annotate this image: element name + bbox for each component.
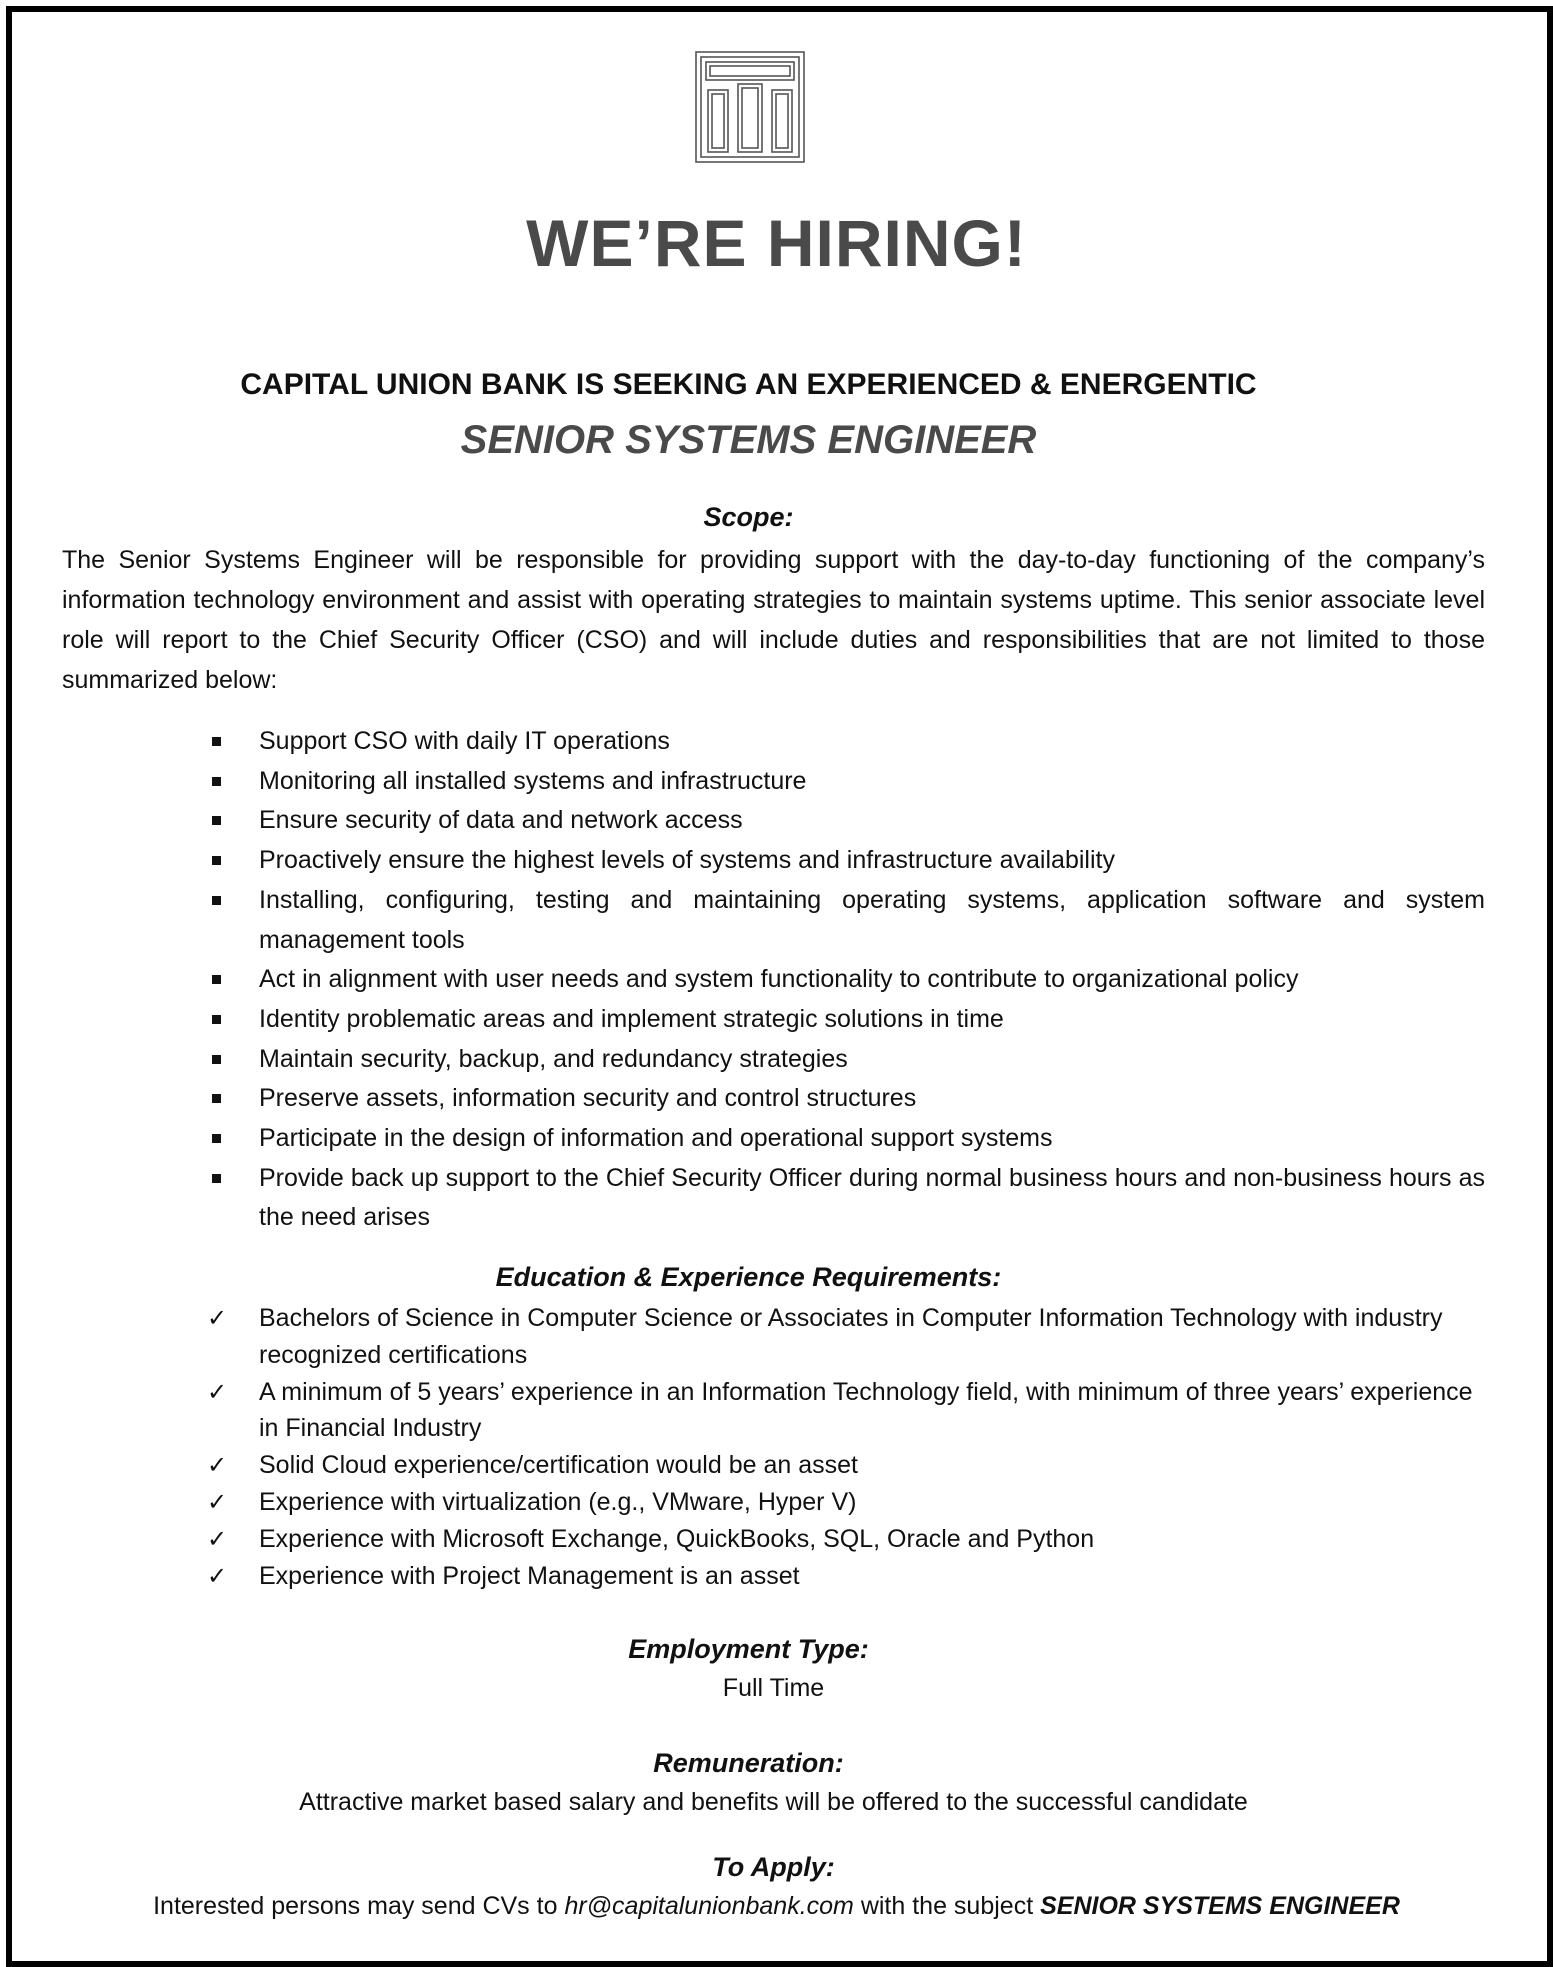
scope-text: The Senior Systems Engineer will be responsible for providing support with the day-to-day functioning of the company’s information technology environment and assist with operating strategies to maintain systems uptime. This senior associate level role will report to the Chief Security Officer (CSO) and will include duties and responsibilities that are not limited to those summarized below: bbox=[62, 546, 1485, 694]
list-item: Preserve assets, information security and control structures bbox=[259, 1079, 1485, 1119]
list-item: Provide back up support to the Chief Security Officer during normal business hours and non-business hours as the need arises bbox=[259, 1159, 1485, 1238]
apply-email-link[interactable]: hr@capitalunionbank.com bbox=[564, 1892, 854, 1920]
square-bullet-icon bbox=[212, 1174, 221, 1183]
page-headline: WE’RE HIRING! bbox=[526, 206, 1027, 280]
list-item: Maintain security, backup, and redundancy strategies bbox=[259, 1040, 1485, 1080]
list-item: ✓ A minimum of 5 years’ experience in an Information Technology field, with minimum of three years’ experience in Financial Industry bbox=[259, 1374, 1485, 1448]
list-item: ✓ Experience with Microsoft Exchange, QuickBooks, SQL, Oracle and Python bbox=[259, 1521, 1485, 1558]
checkmark-icon: ✓ bbox=[207, 1561, 228, 1590]
square-bullet-icon bbox=[212, 896, 221, 905]
list-item: ✓ Experience with virtualization (e.g., VMware, Hyper V) bbox=[259, 1484, 1485, 1521]
list-item: Support CSO with daily IT operations bbox=[259, 722, 1485, 762]
remuneration-value: Attractive market based salary and benefits will be offered to the successful candidate bbox=[299, 1788, 1248, 1816]
bank-logo-icon bbox=[694, 50, 806, 164]
employment-value: Full Time bbox=[722, 1674, 825, 1702]
square-bullet-icon bbox=[212, 816, 221, 825]
square-bullet-icon bbox=[212, 737, 221, 746]
list-item: Monitoring all installed systems and infrastructure bbox=[259, 762, 1485, 802]
square-bullet-icon bbox=[212, 1055, 221, 1064]
employment-heading: Employment Type: bbox=[628, 1634, 869, 1664]
list-item: Installing, configuring, testing and maintaining operating systems, application software and system management tools bbox=[259, 881, 1485, 960]
seeking-line: CAPITAL UNION BANK IS SEEKING AN EXPERIENCED & ENERGENTIC bbox=[240, 368, 1257, 401]
checkmark-icon: ✓ bbox=[207, 1304, 228, 1332]
list-item: ✓ Experience with Project Management is an asset bbox=[259, 1558, 1485, 1595]
remuneration-heading: Remuneration: bbox=[653, 1748, 844, 1778]
apply-heading: To Apply: bbox=[712, 1852, 835, 1882]
square-bullet-icon bbox=[212, 975, 221, 984]
list-item: Identity problematic areas and implement strategic solutions in time bbox=[259, 1000, 1485, 1040]
requirements-list bbox=[0, 1300, 1553, 1594]
square-bullet-icon bbox=[212, 1134, 221, 1143]
list-item: Ensure security of data and network access bbox=[259, 801, 1485, 841]
checkmark-icon: ✓ bbox=[207, 1451, 228, 1480]
checkmark-icon: ✓ bbox=[207, 1377, 228, 1406]
checkmark-icon: ✓ bbox=[207, 1524, 228, 1553]
list-item: Act in alignment with user needs and system functionality to contribute to organizational policy bbox=[259, 960, 1485, 1000]
square-bullet-icon bbox=[212, 856, 221, 865]
list-item: ✓ Bachelors of Science in Computer Science or Associates in Computer Information Technology with industry recognized certifications bbox=[259, 1300, 1485, 1374]
square-bullet-icon bbox=[212, 1015, 221, 1024]
square-bullet-icon bbox=[212, 1094, 221, 1103]
scope-heading: Scope: bbox=[703, 502, 794, 532]
duties-list bbox=[0, 722, 1553, 1238]
square-bullet-icon bbox=[212, 777, 221, 786]
apply-text: Interested persons may send CVs to hr@capitalunionbank.com with the subject SENIOR SYSTEMS ENGINEER bbox=[153, 1892, 1400, 1920]
list-item: Participate in the design of information and operational support systems bbox=[259, 1119, 1485, 1159]
job-title: SENIOR SYSTEMS ENGINEER bbox=[460, 418, 1037, 462]
requirements-heading: Education & Experience Requirements: bbox=[495, 1262, 1002, 1292]
list-item: Proactively ensure the highest levels of systems and infrastructure availability bbox=[259, 841, 1485, 881]
checkmark-icon: ✓ bbox=[207, 1487, 228, 1516]
apply-subject: SENIOR SYSTEMS ENGINEER bbox=[1040, 1892, 1400, 1920]
list-item: ✓ Solid Cloud experience/certification would be an asset bbox=[259, 1447, 1485, 1484]
